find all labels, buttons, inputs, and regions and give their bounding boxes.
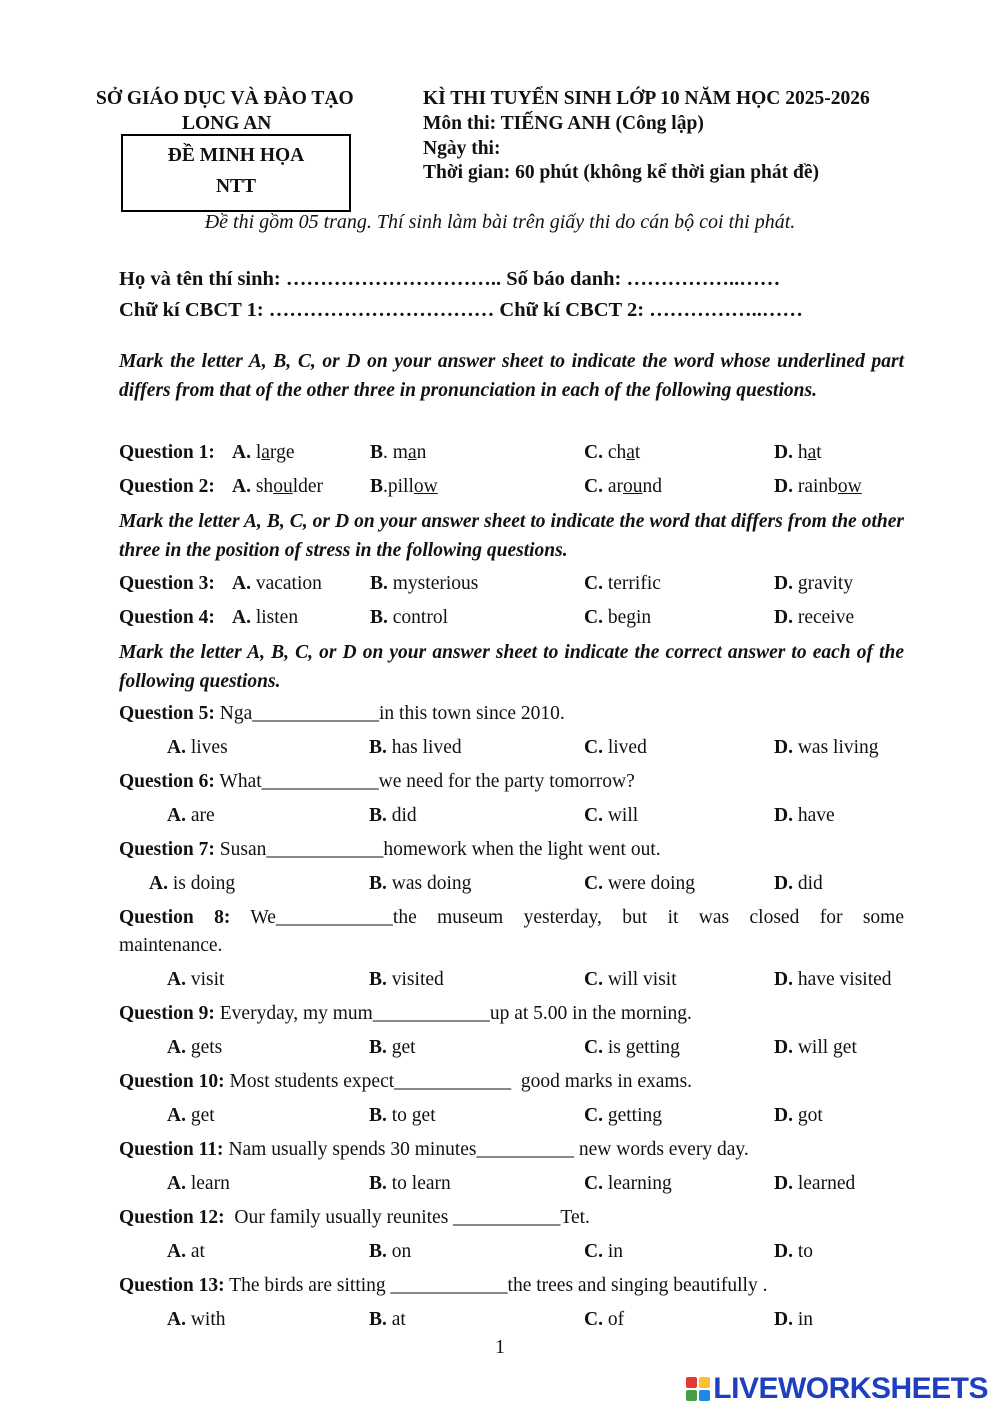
q1-option-d[interactable] — [774, 442, 822, 464]
page-number: 1 — [495, 1337, 505, 1358]
q3-option-d[interactable] — [774, 573, 853, 595]
q5-option-a[interactable] — [167, 737, 228, 759]
question-1 — [119, 442, 215, 464]
option-letter: D. — [774, 1309, 793, 1330]
option-text: on — [386, 1241, 412, 1262]
option-text: learned — [792, 1173, 856, 1194]
underlined-part: a — [261, 442, 270, 463]
option-text: begin — [602, 607, 652, 628]
option-text: got — [792, 1105, 823, 1126]
option-text: visit — [185, 969, 225, 990]
option-letter: D. — [774, 737, 793, 758]
exam-code-title: ĐỀ MINH HỌA — [167, 145, 305, 166]
q4-option-b[interactable] — [370, 607, 448, 629]
question-label: Question 6: — [119, 771, 215, 792]
instruction-stress: Mark the letter A, B, C, or D on your answer sheet to indicate the word that differs from the other three in the position of stress in the following questions. — [119, 511, 904, 561]
exam-duration: Thời gian: 60 phút (không kể thời gian phát đề) — [423, 162, 819, 183]
q7-option-d[interactable] — [774, 873, 823, 895]
option-text: control — [387, 607, 448, 628]
question-text: What____________we need for the party tomorrow? — [214, 771, 635, 792]
q6-option-d[interactable] — [774, 805, 835, 827]
question-11 — [119, 1139, 749, 1161]
option-letter: A. — [167, 1105, 186, 1126]
q6-option-a[interactable] — [167, 805, 215, 827]
option-letter: C. — [584, 1173, 603, 1194]
q5-option-c[interactable] — [584, 737, 647, 759]
option-text: n — [416, 442, 427, 463]
option-letter: A. — [167, 1173, 186, 1194]
option-letter: B. — [369, 1309, 387, 1330]
q9-option-c[interactable] — [584, 1037, 680, 1059]
question-text: The birds are sitting ____________the trees and singing beautifully . — [224, 1275, 768, 1296]
option-text: t — [634, 442, 641, 463]
option-letter: A. — [167, 737, 186, 758]
option-letter: D. — [774, 1037, 793, 1058]
question-label: Question 7: — [119, 839, 215, 860]
question-label: Question 12: — [119, 1207, 225, 1228]
option-text: will visit — [602, 969, 677, 990]
option-text: receive — [792, 607, 855, 628]
option-text: with — [185, 1309, 226, 1330]
q11-option-b[interactable] — [369, 1173, 451, 1195]
option-text: terrific — [602, 573, 661, 594]
option-letter: D. — [774, 476, 793, 497]
option-letter: A. — [232, 607, 251, 628]
option-letter: B — [370, 442, 384, 463]
option-letter: A. — [232, 573, 251, 594]
option-text: get — [386, 1037, 416, 1058]
q8-option-c[interactable] — [584, 969, 677, 991]
option-text: sh — [250, 476, 274, 497]
option-letter: D. — [774, 873, 793, 894]
option-text: is getting — [602, 1037, 680, 1058]
question-7 — [119, 839, 661, 861]
option-text: visited — [386, 969, 444, 990]
underlined-part: a — [807, 442, 817, 463]
option-text: did — [792, 873, 823, 894]
option-letter: B. — [369, 1241, 387, 1262]
option-text: at — [386, 1309, 406, 1330]
q10-option-c[interactable] — [584, 1105, 662, 1127]
question-label: Question 10: — [119, 1071, 225, 1092]
option-text: to get — [386, 1105, 436, 1126]
instruction-pronunciation: Mark the letter A, B, C, or D on your answer sheet to indicate the word whose underlined part differs from that of the other three in pronunciation in each of the following questions. — [119, 351, 904, 401]
question-9 — [119, 1003, 692, 1025]
q13-option-b[interactable] — [369, 1309, 406, 1331]
exam-title: KÌ THI TUYỂN SINH LỚP 10 NĂM HỌC 2025-2026 — [423, 88, 870, 109]
option-text: to — [792, 1241, 814, 1262]
question-label: Question 11: — [119, 1139, 224, 1160]
q8-option-b[interactable] — [369, 969, 444, 991]
underlined-part: ow — [837, 476, 862, 497]
option-letter: D. — [774, 1105, 793, 1126]
question-label: Question 1: — [119, 442, 215, 463]
option-letter: C. — [584, 805, 603, 826]
option-letter: B. — [369, 1173, 387, 1194]
exam-subject: Môn thi: TIẾNG ANH (Công lập) — [423, 113, 704, 134]
option-letter: B. — [369, 873, 387, 894]
option-letter: B — [370, 476, 384, 497]
option-text: have visited — [792, 969, 892, 990]
option-text: was living — [792, 737, 879, 758]
option-letter: D. — [774, 805, 793, 826]
question-8-continued: maintenance. — [119, 935, 223, 956]
option-text: lder — [292, 476, 324, 497]
underlined-part: a — [626, 442, 635, 463]
option-text: did — [386, 805, 417, 826]
option-letter: C. — [584, 1241, 603, 1262]
option-letter: A. — [232, 476, 251, 497]
option-text: learning — [602, 1173, 672, 1194]
question-label: Question 4: — [119, 607, 215, 628]
q7-option-b[interactable] — [369, 873, 471, 895]
option-text: in — [602, 1241, 624, 1262]
option-text: t — [816, 442, 822, 463]
q1-option-a[interactable] — [232, 442, 294, 464]
option-text: will get — [792, 1037, 857, 1058]
candidate-name-line: Họ và tên thí sinh: ………………………….. Số báo danh: ……………..…… — [119, 268, 781, 290]
question-text: We____________the museum yesterday, but it was closed for some — [230, 907, 904, 928]
q9-option-a[interactable] — [167, 1037, 222, 1059]
department-name: SỞ GIÁO DỤC VÀ ĐÀO TẠO — [96, 88, 354, 109]
question-label: Question 5: — [119, 703, 215, 724]
option-text: h — [792, 442, 808, 463]
option-letter: A. — [149, 873, 168, 894]
option-text: in — [792, 1309, 814, 1330]
q12-option-c[interactable] — [584, 1241, 623, 1263]
underlined-part: a — [407, 442, 417, 463]
q6-option-c[interactable] — [584, 805, 638, 827]
option-text: have — [792, 805, 835, 826]
question-2 — [119, 476, 215, 498]
q11-option-c[interactable] — [584, 1173, 672, 1195]
option-letter: C. — [584, 1309, 603, 1330]
question-label: Question 8: — [119, 907, 231, 928]
option-letter: A. — [167, 969, 186, 990]
question-label: Question 3: — [119, 573, 215, 594]
option-text: .pill — [383, 476, 414, 497]
liveworksheets-brand[interactable] — [685, 1372, 988, 1406]
q7-option-a[interactable] — [149, 873, 235, 895]
q9-option-b[interactable] — [369, 1037, 416, 1059]
exam-note: Đề thi gồm 05 trang. Thí sinh làm bài trên giấy thi do cán bộ coi thi phát. — [204, 211, 796, 233]
q13-option-d[interactable] — [774, 1309, 813, 1331]
q1-option-b[interactable] — [370, 442, 426, 464]
q5-option-b[interactable] — [369, 737, 462, 759]
option-text: rainb — [792, 476, 838, 497]
option-text: nd — [642, 476, 662, 497]
option-letter: B. — [369, 969, 387, 990]
option-letter: D. — [774, 1241, 793, 1262]
q2-option-d[interactable] — [774, 476, 862, 498]
question-3 — [119, 573, 215, 595]
q12-option-d[interactable] — [774, 1241, 813, 1263]
question-label: Question 9: — [119, 1003, 215, 1024]
q3-option-c[interactable] — [584, 573, 661, 595]
q7-option-c[interactable] — [584, 873, 695, 895]
option-text: at — [185, 1241, 205, 1262]
option-letter: D. — [774, 573, 793, 594]
q11-option-a[interactable] — [167, 1173, 230, 1195]
option-letter: A. — [167, 805, 186, 826]
supervisor-sign-line: Chữ kí CBCT 1: …………………………… Chữ kí CBCT 2: ……………..…… — [119, 299, 803, 321]
question-text: Most students expect____________ good marks in exams. — [224, 1071, 693, 1092]
option-text: ch — [602, 442, 627, 463]
option-letter: C. — [584, 969, 603, 990]
underlined-part: ow — [413, 476, 438, 497]
liveworksheets-wordmark: LIVEWORKSHEETS — [713, 1372, 988, 1405]
option-letter: C. — [584, 442, 603, 463]
q2-option-a[interactable] — [232, 476, 323, 498]
q13-option-a[interactable] — [167, 1309, 226, 1331]
option-letter: D. — [774, 1173, 793, 1194]
q11-option-d[interactable] — [774, 1173, 855, 1195]
option-letter: C. — [584, 1105, 603, 1126]
option-text: has lived — [386, 737, 462, 758]
question-4 — [119, 607, 215, 629]
option-text: rge — [269, 442, 295, 463]
option-letter: A. — [167, 1241, 186, 1262]
option-letter: C. — [584, 1037, 603, 1058]
question-6 — [119, 771, 635, 793]
option-letter: B. — [370, 607, 388, 628]
q4-option-d[interactable] — [774, 607, 854, 629]
option-text: lives — [185, 737, 228, 758]
option-text: was doing — [386, 873, 472, 894]
q10-option-a[interactable] — [167, 1105, 215, 1127]
q8-option-a[interactable] — [167, 969, 224, 991]
exam-code-box — [121, 134, 351, 212]
option-text: of — [602, 1309, 625, 1330]
underlined-part: ou — [273, 476, 293, 497]
option-letter: C. — [584, 607, 603, 628]
option-text: l — [250, 442, 262, 463]
q8-option-d[interactable] — [774, 969, 892, 991]
question-label: Question 2: — [119, 476, 215, 497]
exam-code-id: NTT — [215, 176, 257, 197]
option-text: were doing — [602, 873, 696, 894]
q6-option-b[interactable] — [369, 805, 417, 827]
option-text: are — [185, 805, 215, 826]
option-letter: C. — [584, 873, 603, 894]
option-text: get — [185, 1105, 215, 1126]
option-letter: D. — [774, 442, 793, 463]
question-text: Our family usually reunites ___________Tet. — [224, 1207, 590, 1228]
question-text: Nga_____________in this town since 2010. — [214, 703, 565, 724]
q3-option-a[interactable] — [232, 573, 322, 595]
department-province: LONG AN — [182, 113, 272, 134]
option-letter: A. — [167, 1037, 186, 1058]
option-text: will — [602, 805, 639, 826]
option-letter: B. — [369, 1105, 387, 1126]
q12-option-b[interactable] — [369, 1241, 411, 1263]
option-letter: B. — [369, 805, 387, 826]
option-text: is doing — [167, 873, 236, 894]
option-text: to learn — [386, 1173, 451, 1194]
option-text: mysterious — [387, 573, 479, 594]
q3-option-b[interactable] — [370, 573, 478, 595]
underlined-part: ou — [623, 476, 643, 497]
question-5 — [119, 703, 565, 725]
exam-date: Ngày thi: — [423, 138, 501, 159]
q10-option-b[interactable] — [369, 1105, 436, 1127]
option-text: lived — [602, 737, 647, 758]
option-letter: B. — [369, 1037, 387, 1058]
option-text: vacation — [250, 573, 322, 594]
question-13 — [119, 1275, 767, 1297]
q10-option-d[interactable] — [774, 1105, 823, 1127]
liveworksheets-logo-icon — [685, 1376, 711, 1402]
q5-option-d[interactable] — [774, 737, 879, 759]
option-letter: B. — [370, 573, 388, 594]
instruction-correct-answer: Mark the letter A, B, C, or D on your answer sheet to indicate the correct answer to each of the following questions. — [119, 642, 904, 692]
option-letter: C. — [584, 737, 603, 758]
option-letter: C. — [584, 476, 603, 497]
option-text: learn — [185, 1173, 230, 1194]
question-text: Susan____________homework when the light went out. — [214, 839, 661, 860]
question-8 — [119, 907, 904, 929]
option-letter: A. — [232, 442, 251, 463]
q13-option-c[interactable] — [584, 1309, 624, 1331]
question-12 — [119, 1207, 590, 1229]
option-letter: B. — [369, 737, 387, 758]
option-text: getting — [602, 1105, 663, 1126]
option-letter: D. — [774, 969, 793, 990]
q4-option-c[interactable] — [584, 607, 651, 629]
q4-option-a[interactable] — [232, 607, 298, 629]
option-text: . m — [383, 442, 408, 463]
question-text: Nam usually spends 30 minutes__________ new words every day. — [223, 1139, 749, 1160]
option-text: ar — [602, 476, 623, 497]
q1-option-c[interactable] — [584, 442, 640, 464]
question-10 — [119, 1071, 692, 1093]
option-letter: D. — [774, 607, 793, 628]
option-letter: C. — [584, 573, 603, 594]
q2-option-c[interactable] — [584, 476, 662, 498]
option-letter: A. — [167, 1309, 186, 1330]
option-text: listen — [250, 607, 299, 628]
q9-option-d[interactable] — [774, 1037, 857, 1059]
question-label: Question 13: — [119, 1275, 225, 1296]
option-text: gravity — [792, 573, 854, 594]
option-text: gets — [185, 1037, 223, 1058]
question-text: Everyday, my mum____________up at 5.00 in the morning. — [214, 1003, 692, 1024]
q2-option-b[interactable] — [370, 476, 438, 498]
q12-option-a[interactable] — [167, 1241, 205, 1263]
